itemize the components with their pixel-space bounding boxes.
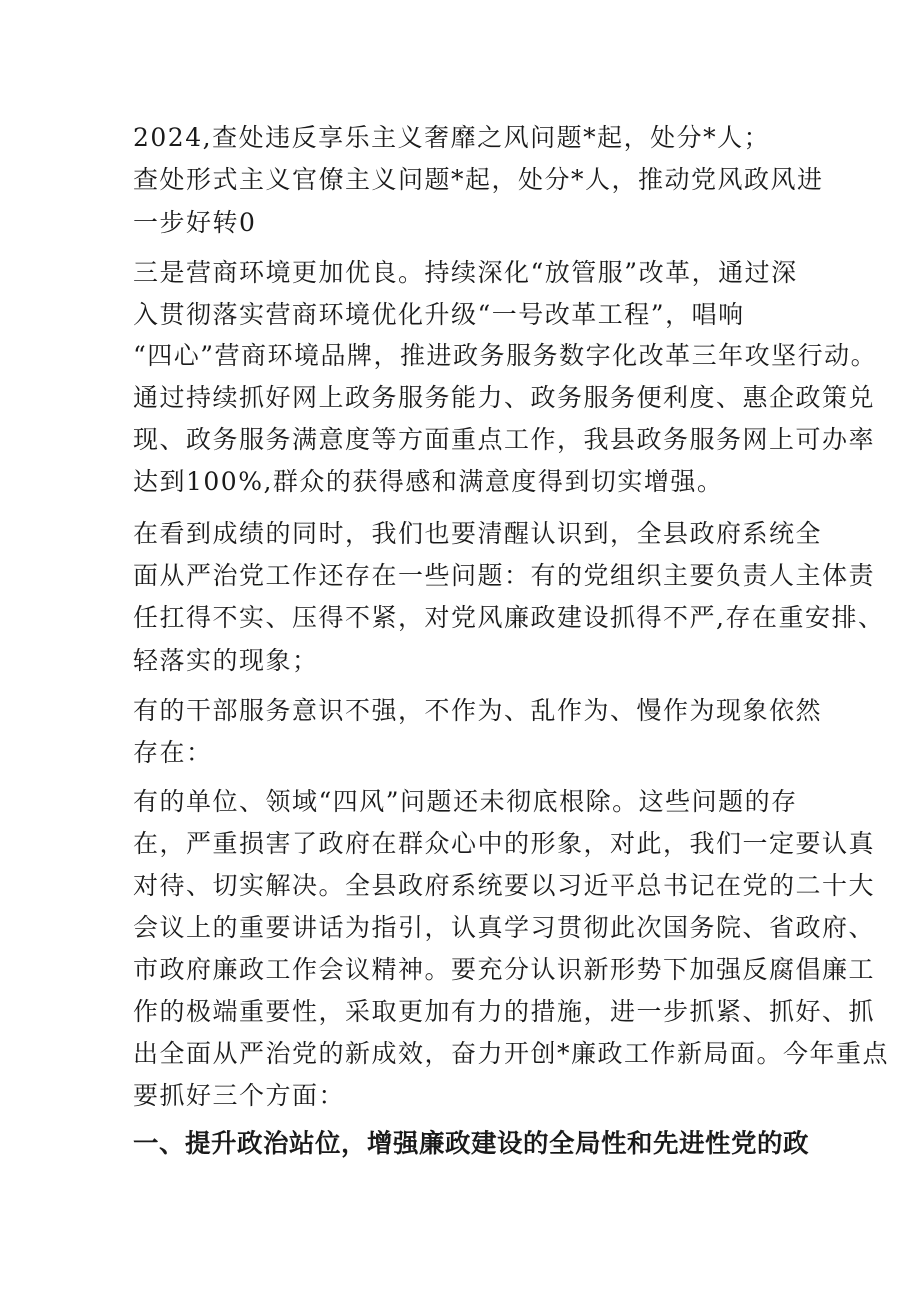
text-line: 任扛得不实、压得不紧，对党风廉政建设抓得不严,存在重安排、 (133, 603, 885, 632)
text-line: 有的干部服务意识不强，不作为、乱作为、慢作为现象依然 (133, 696, 823, 725)
text-line: 达到100%,群众的获得感和满意度得到切实增强。 (133, 467, 724, 496)
text-line: 存在： (133, 738, 213, 767)
text-line: 现、政务服务满意度等方面重点工作，我县政务服务网上可办率 (133, 425, 876, 454)
text-line: 轻落实的现象； (133, 646, 319, 675)
text-line: 在，严重损害了政府在群众心中的形象，对此，我们一定要认真 (133, 829, 876, 858)
text-line: 作的极端重要性，采取更加有力的措施，进一步抓紧、抓好、抓 (133, 997, 876, 1026)
text-line: 2024,查处违反享乐主义奢靡之风问题*起，处分*人； (133, 123, 771, 152)
text-line: “四心”营商环境品牌，推进政务服务数字化改革三年攻坚行动。 (133, 341, 878, 370)
text-line: 入贯彻落实营商环境优化升级“一号改革工程”，唱响 (133, 300, 745, 329)
text-line: 要抓好三个方面： (133, 1081, 346, 1110)
text-line: 出全面从严治党的新成效，奋力开创*廉政工作新局面。今年重点 (133, 1039, 890, 1068)
text-line: 三是营商环境更加优良。持续深化“放管服”改革，通过深 (133, 258, 798, 287)
text-line: 通过持续抓好网上政务服务能力、政务服务便利度、惠企政策兑 (133, 383, 876, 412)
text-line: 会议上的重要讲话为指引，认真学习贯彻此次国务院、省政府、 (133, 913, 876, 942)
text-line: 市政府廉政工作会议精神。要充分认识新形势下加强反腐倡廉工 (133, 955, 876, 984)
text-line: 查处形式主义官僚主义问题*起，处分*人，推动党风政风进 (133, 165, 824, 194)
text-line: 一步好转0 (133, 208, 257, 237)
text-line: 面从严治党工作还存在一些问题：有的党组织主要负责人主体责 (133, 561, 876, 590)
text-line: 有的单位、领域“四风”问题还未彻底根除。这些问题的存 (133, 787, 798, 816)
text-line: 在看到成绩的同时，我们也要清醒认识到，全县政府系统全 (133, 519, 823, 548)
section-heading: 一、提升政治站位，增强廉政建设的全局性和先进性党的政 (133, 1129, 810, 1159)
text-line: 对待、切实解决。全县政府系统要以习近平总书记在党的二十大 (133, 871, 876, 900)
